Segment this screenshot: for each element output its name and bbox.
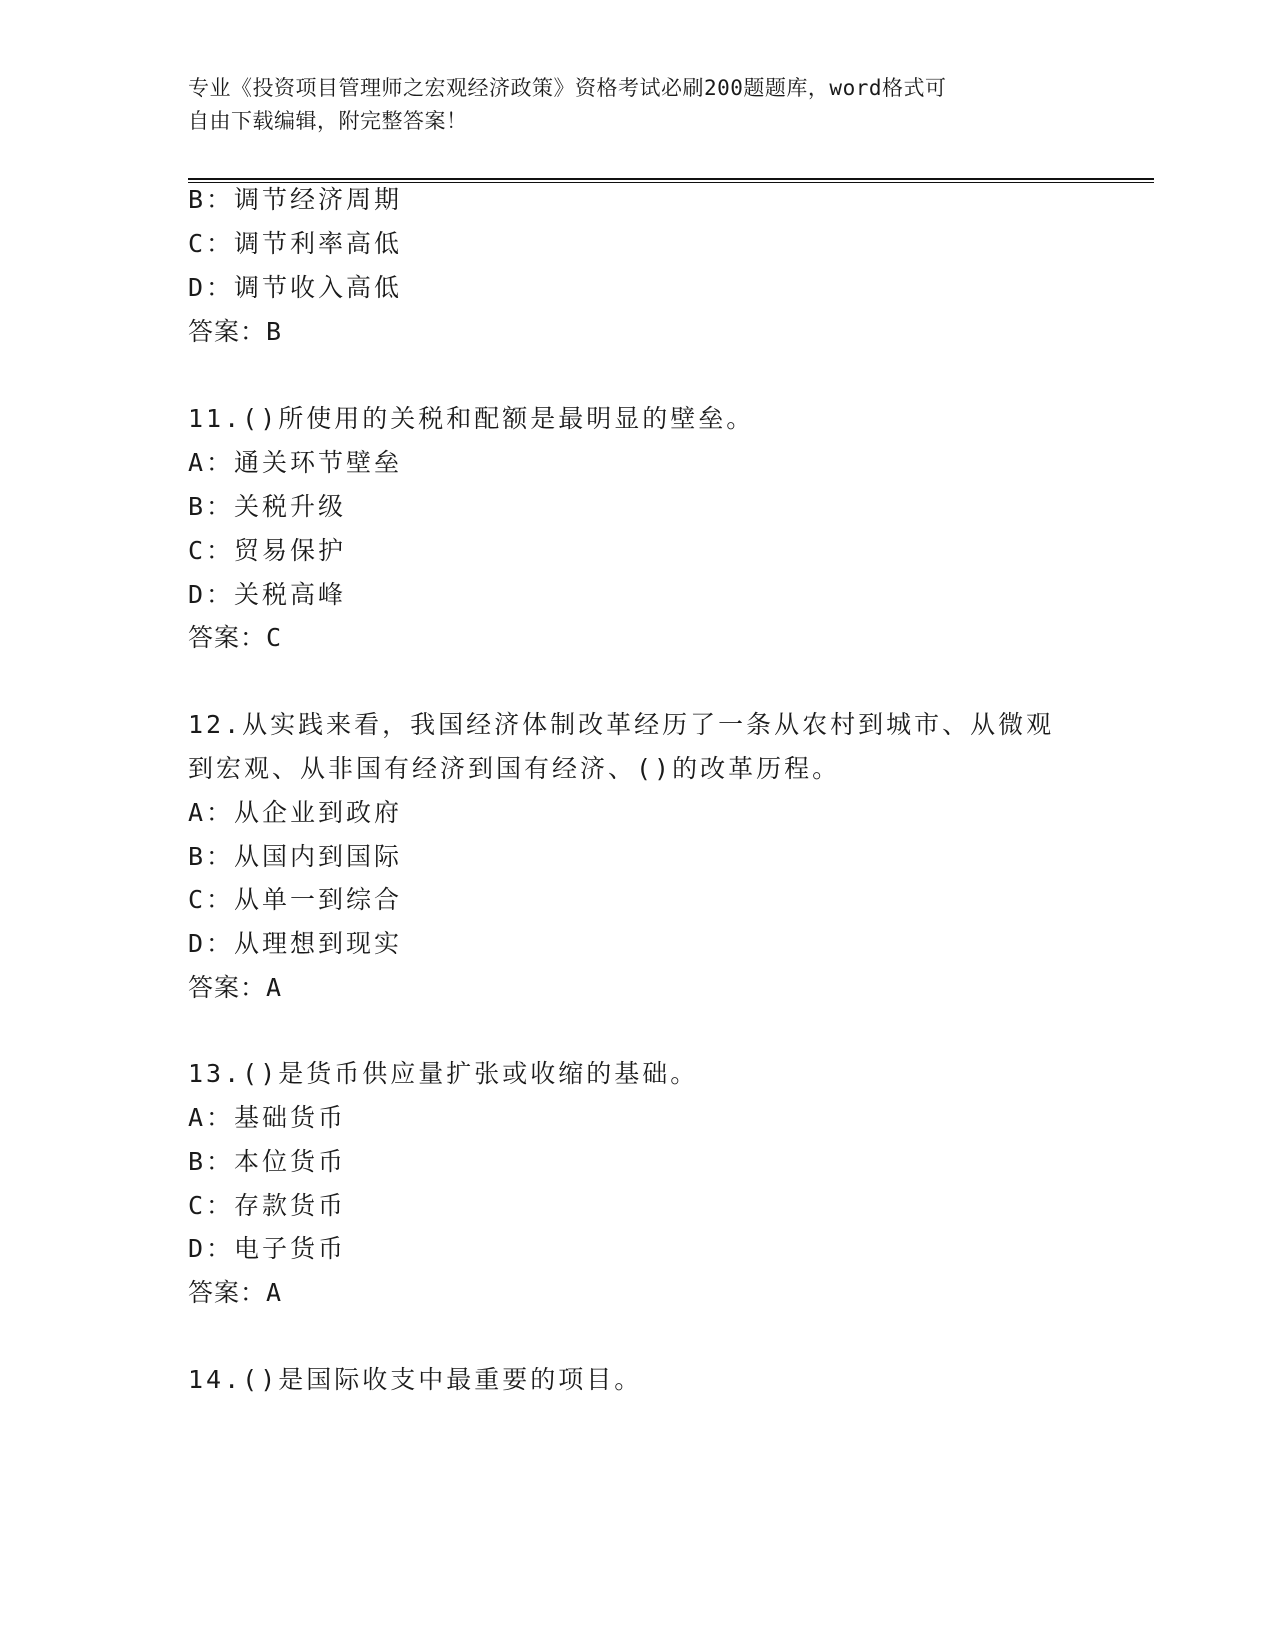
q12-option-b: B：从国内到国际 xyxy=(188,842,403,871)
q12-option-c: C：从单一到综合 xyxy=(188,885,403,914)
q13-option-c: C：存款货币 xyxy=(188,1191,347,1220)
q13-option-a: A：基础货币 xyxy=(188,1103,347,1132)
q10-option-b: B：调节经济周期 xyxy=(188,185,403,214)
q14-stem: 14.()是国际收支中最重要的项目。 xyxy=(188,1365,643,1394)
q12-option-d: D：从理想到现实 xyxy=(188,929,403,958)
q13-option-b: B：本位货币 xyxy=(188,1147,347,1176)
header-title-line-1: 专业《投资项目管理师之宏观经济政策》资格考试必刷200题题库，word格式可 xyxy=(188,76,947,100)
q12-stem-line-1: 12.从实践来看，我国经济体制改革经历了一条从农村到城市、从微观 xyxy=(188,710,1055,739)
q11-option-b: B：关税升级 xyxy=(188,492,347,521)
q11-option-a: A：通关环节壁垒 xyxy=(188,448,403,477)
q11-answer: 答案：C xyxy=(188,623,283,652)
q13-answer: 答案：A xyxy=(188,1278,283,1307)
q13-option-d: D：电子货币 xyxy=(188,1234,347,1263)
q11-option-d: D：关税高峰 xyxy=(188,580,347,609)
q10-option-d: D：调节收入高低 xyxy=(188,273,403,302)
q11-option-c: C：贸易保护 xyxy=(188,536,347,565)
q11-stem: 11.()所使用的关税和配额是最明显的壁垒。 xyxy=(188,404,755,433)
header-title-line-2: 自由下载编辑，附完整答案！ xyxy=(188,109,468,133)
q12-stem-line-2: 到宏观、从非国有经济到国有经济、()的改革历程。 xyxy=(188,754,841,783)
page-header xyxy=(188,72,1088,138)
q13-stem: 13.()是货币供应量扩张或收缩的基础。 xyxy=(188,1059,699,1088)
q10-option-c: C：调节利率高低 xyxy=(188,229,403,258)
q10-answer: 答案：B xyxy=(188,317,283,346)
q12-option-a: A：从企业到政府 xyxy=(188,798,403,827)
q12-answer: 答案：A xyxy=(188,973,283,1002)
